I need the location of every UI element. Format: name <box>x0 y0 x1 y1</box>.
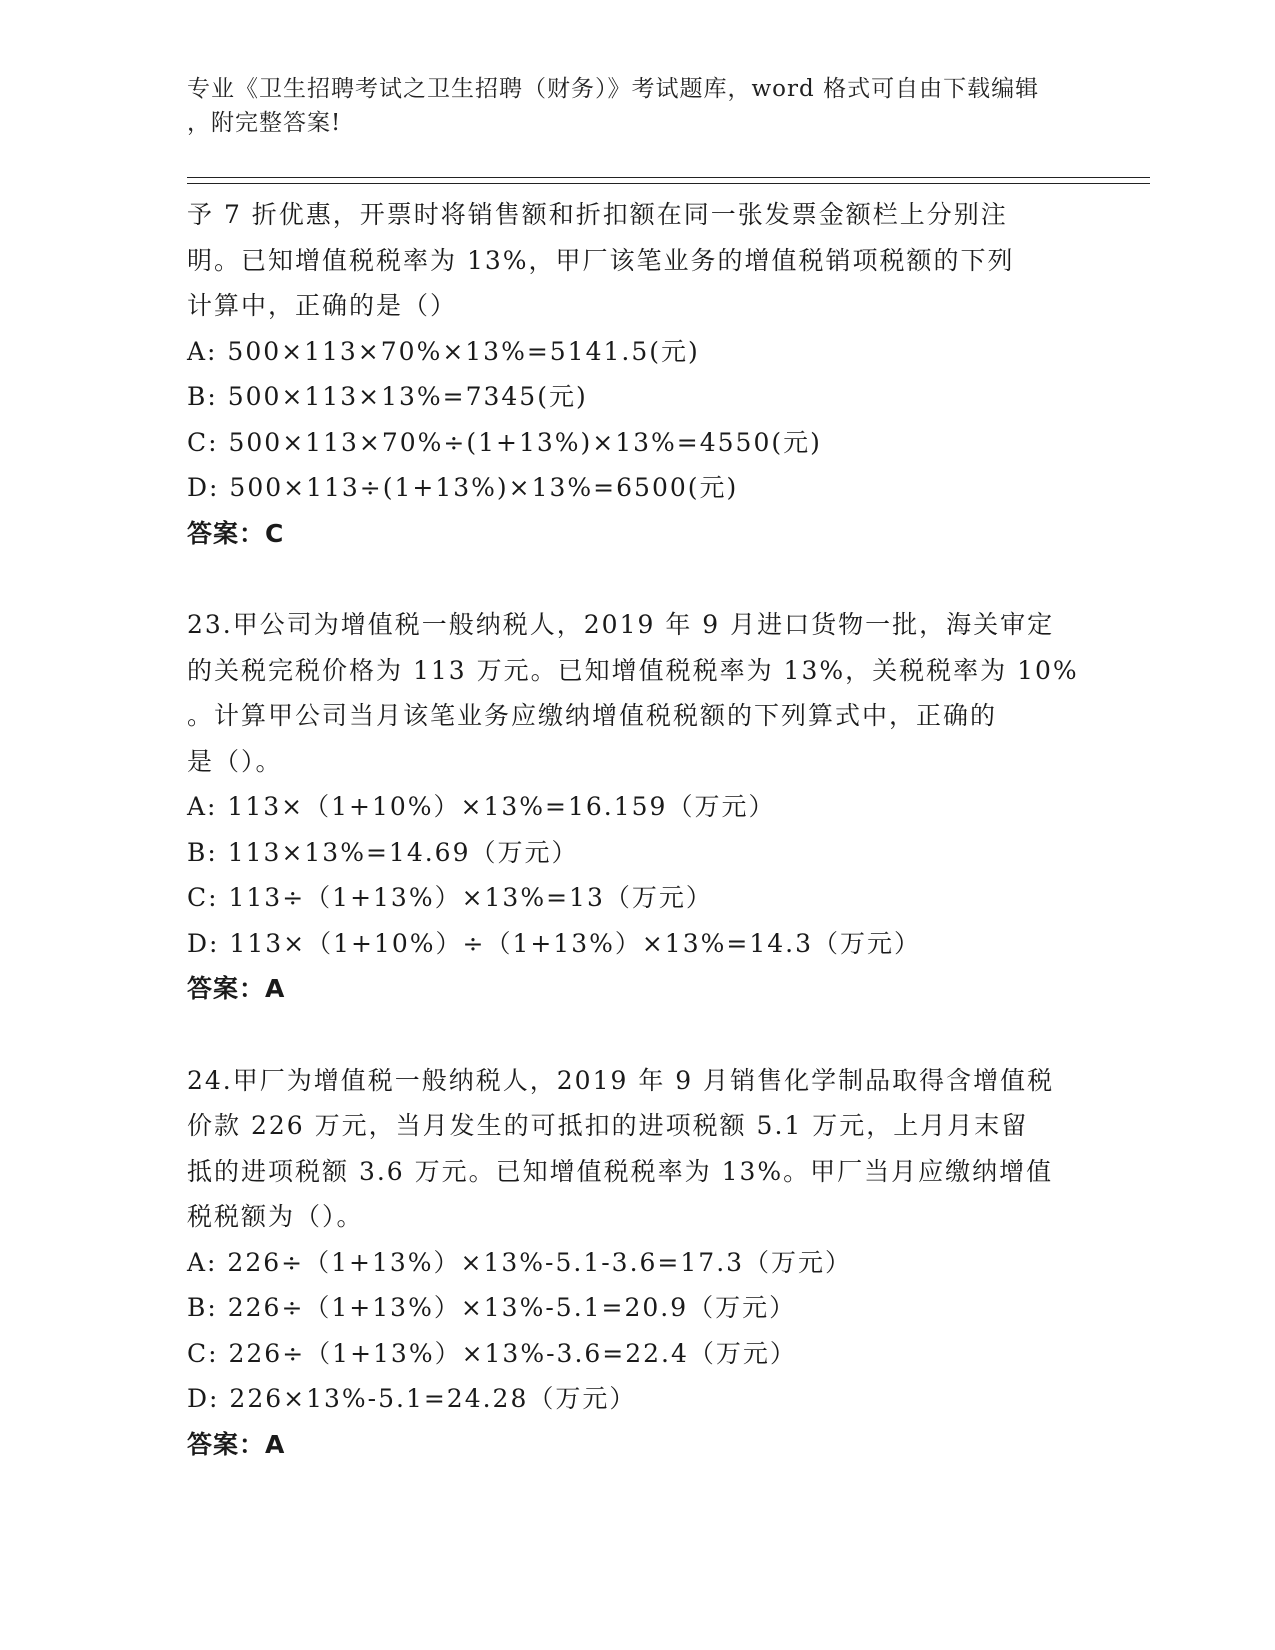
question-stem-line: 明。已知增值税税率为 13%，甲厂该笔业务的增值税销项税额的下列 <box>187 245 1015 275</box>
option-d: D: 226×13%-5.1=24.28（万元） <box>187 1384 637 1413</box>
answer-line: 答案：C <box>187 518 285 548</box>
header-divider-bottom <box>187 183 1150 184</box>
option-c: C: 500×113×70%÷(1+13%)×13%=4550(元) <box>187 427 822 457</box>
question-stem-line: 抵的进项税额 3.6 万元。已知增值税税率为 13%。甲厂当月应缴纳增值 <box>187 1156 1054 1186</box>
header-title-line: 专业《卫生招聘考试之卫生招聘（财务）》考试题库，word 格式可自由下载编辑 <box>187 76 1040 102</box>
option-b: B: 226÷（1+13%）×13%-5.1=20.9（万元） <box>187 1293 797 1322</box>
header-title-line-continued: ，附完整答案! <box>187 110 342 136</box>
question-23 <box>187 602 1087 1012</box>
question-stem-line: 计算中，正确的是（） <box>187 291 458 320</box>
option-c: C: 226÷（1+13%）×13%-3.6=22.4（万元） <box>187 1338 797 1368</box>
question-stem-line: 是（）。 <box>187 746 283 776</box>
question-stem-line: 23.甲公司为增值税一般纳税人，2019 年 9 月进口货物一批，海关审定 <box>187 610 1055 639</box>
question-stem-line: 24.甲厂为增值税一般纳税人，2019 年 9 月销售化学制品取得含增值税 <box>187 1065 1055 1095</box>
question-content <box>187 192 1087 1467</box>
question-24 <box>187 1058 1087 1468</box>
header-divider-top <box>187 177 1150 178</box>
option-d: D: 500×113÷(1+13%)×13%=6500(元) <box>187 473 739 502</box>
question-stem-line: 价款 226 万元，当月发生的可抵扣的进项税额 5.1 万元，上月月末留 <box>187 1111 1029 1140</box>
answer-line: 答案：A <box>187 1429 286 1459</box>
option-c: C: 113÷（1+13%）×13%=13（万元） <box>187 883 713 912</box>
document-header <box>187 72 1067 140</box>
question-stem-line: 税税额为（）。 <box>187 1202 364 1231</box>
option-b: B: 113×13%=14.69（万元） <box>187 837 579 867</box>
answer-line: 答案：A <box>187 974 286 1003</box>
question-stem-line: 予 7 折优惠，开票时将销售额和折扣额在同一张发票金额栏上分别注 <box>187 200 1008 229</box>
option-a: A: 500×113×70%×13%=5141.5(元) <box>187 336 700 366</box>
option-b: B: 500×113×13%=7345(元) <box>187 382 588 411</box>
question-22 <box>187 192 1087 556</box>
option-d: D: 113×（1+10%）÷（1+13%）×13%=14.3（万元） <box>187 928 921 958</box>
option-a: A: 113×（1+10%）×13%=16.159（万元） <box>187 792 776 821</box>
option-a: A: 226÷（1+13%）×13%-5.1-3.6=17.3（万元） <box>187 1247 853 1277</box>
question-stem-line: 。计算甲公司当月该笔业务应缴纳增值税税额的下列算式中，正确的 <box>187 701 998 730</box>
question-stem-line: 的关税完税价格为 113 万元。已知增值税税率为 13%，关税税率为 10% <box>187 655 1079 685</box>
question-spacer <box>187 1012 1087 1058</box>
question-spacer <box>187 556 1087 602</box>
